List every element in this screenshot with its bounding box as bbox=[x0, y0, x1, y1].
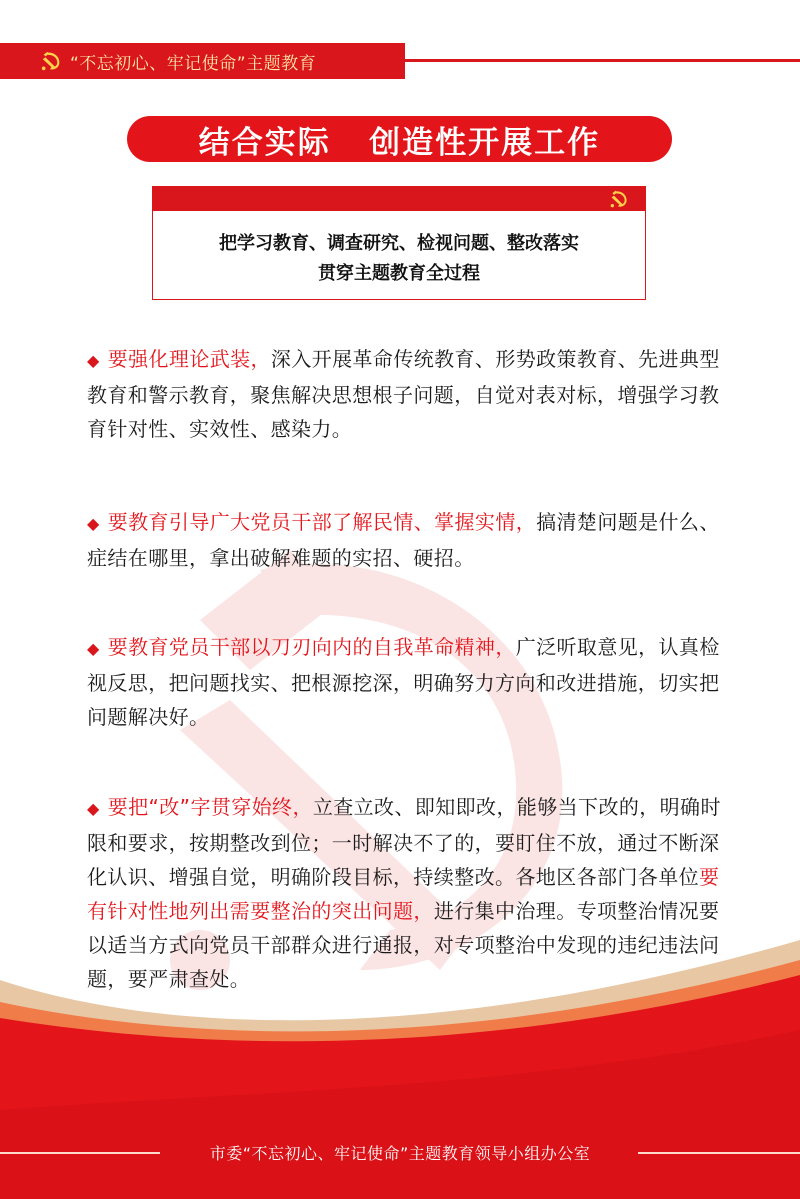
subtitle-strip bbox=[153, 187, 645, 211]
party-emblem-icon bbox=[40, 50, 62, 72]
footer bbox=[0, 1137, 800, 1167]
footer-rule-left bbox=[0, 1152, 160, 1154]
diamond-bullet-icon: ◆ bbox=[87, 514, 100, 533]
section-1 bbox=[87, 342, 727, 446]
section-highlight: 要把“改”字贯穿始终， bbox=[107, 795, 313, 819]
subtitle-box bbox=[152, 186, 646, 300]
section-highlight-2: 要有针对性地列出需要整治的突出问题， bbox=[87, 865, 720, 923]
top-rule-line bbox=[405, 59, 800, 62]
section-highlight: 要强化理论武装， bbox=[107, 347, 271, 371]
section-text: 搞清楚问题是什么、症结在哪里，拿出破解难题的实招、硬招。 bbox=[87, 510, 720, 570]
section-text: 深入开展革命传统教育、形势政策教育、先进典型教育和警示教育，聚焦解决思想根子问题，自觉对表对标，增强学习教育针对性、实效性、感染力。 bbox=[87, 347, 720, 441]
section-2 bbox=[87, 505, 727, 575]
section-text: 立查立改、即知即改，能够当下改的，明确时限和要求，按期整改到位；一时解决不了的，要盯住不放，通过不断深化认识、增强自觉，明确阶段目标，持续整改。各地区各部门各单位 bbox=[87, 795, 721, 889]
section-text-2: 进行集中治理。专项整治情况要以适当方式向党员干部群众进行通报，对专项整治中发现的违纪违法问题，要严肃查处。 bbox=[87, 899, 720, 991]
section-3 bbox=[87, 630, 727, 734]
top-banner-text: “不忘初心、牢记使命”主题教育 bbox=[70, 53, 317, 74]
subtitle-line-1: 把学习教育、调查研究、检视问题、整改落实 bbox=[219, 233, 579, 254]
footer-rule-right bbox=[638, 1152, 800, 1154]
section-highlight: 要教育党员干部以刀刃向内的自我革命精神， bbox=[107, 635, 516, 659]
diamond-bullet-icon: ◆ bbox=[87, 799, 100, 818]
page-title: 结合实际 创造性开展工作 bbox=[198, 124, 601, 161]
diamond-bullet-icon: ◆ bbox=[87, 351, 100, 370]
section-highlight: 要教育引导广大党员干部了解民情、掌握实情， bbox=[107, 510, 537, 534]
subtitle-line-2: 贯穿主题教育全过程 bbox=[318, 263, 480, 284]
party-emblem-icon bbox=[609, 189, 629, 209]
page-title-pill bbox=[127, 116, 672, 162]
diamond-bullet-icon: ◆ bbox=[87, 639, 100, 658]
section-text: 广泛听取意见，认真检视反思，把问题找实、把根源挖深，明确努力方向和改进措施，切实把问题解决好。 bbox=[87, 635, 720, 729]
top-banner bbox=[0, 43, 405, 79]
footer-text: 市委“不忘初心、牢记使命”主题教育领导小组办公室 bbox=[209, 1143, 591, 1163]
